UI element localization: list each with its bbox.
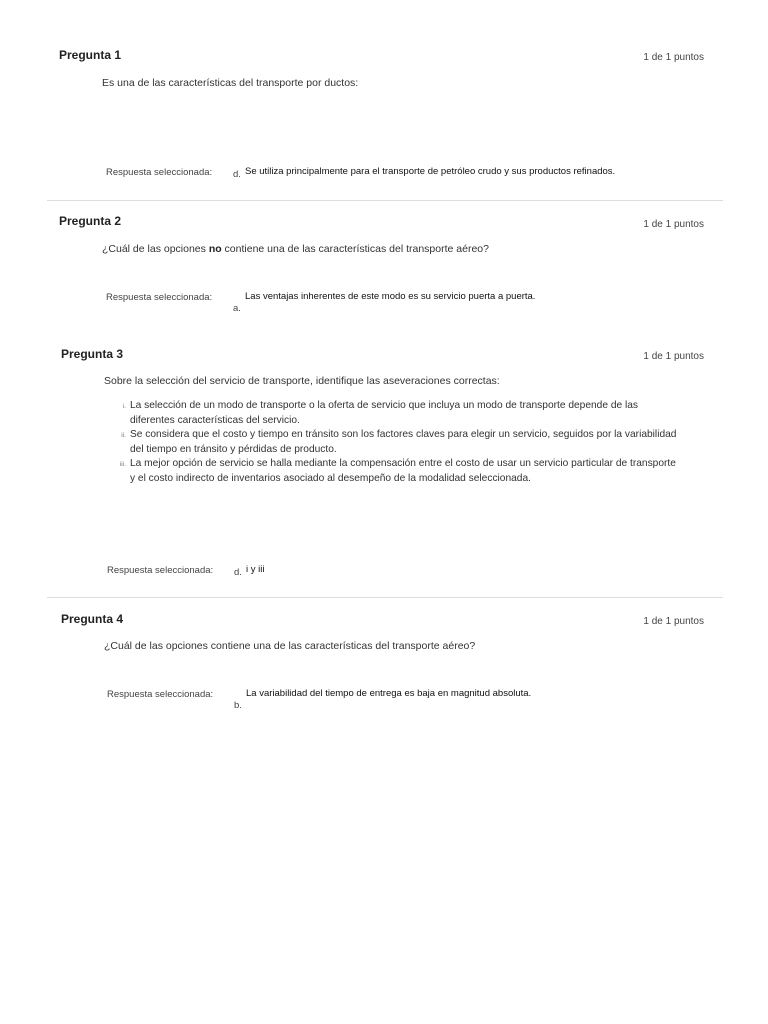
answer-text: Se utiliza principalmente para el transporte de petróleo crudo y sus productos refinados. (245, 166, 616, 177)
statement-item: i. La selección de un modo de transporte o la oferta de servicio que incluya un modo de transporte depende de las diferentes características del servicio. (122, 400, 639, 426)
answer-letter: d. (233, 169, 241, 180)
emphasis-no: no (208, 243, 222, 255)
answer-text: Las ventajas inherentes de este modo es su servicio puerta a puerta. (245, 291, 536, 302)
answer-letter: b. (234, 700, 242, 711)
statement-list (116, 399, 716, 486)
question-text: ¿Cuál de las opciones contiene una de las características del transporte aéreo? (104, 640, 476, 652)
statement-item: iii. La mejor opción de servicio se halla mediante la compensación entre el costo de usar un servicio particular de transporte y el costo indirecto de inventarios asociado al desempeño de la modalidad seleccionada. (119, 458, 676, 484)
question-title: Pregunta 1 (59, 48, 122, 62)
answer-letter: a. (233, 303, 241, 314)
divider (47, 597, 723, 598)
answer-label: Respuesta seleccionada: (107, 689, 214, 700)
question-title: Pregunta 3 (61, 347, 124, 361)
statement-item: ii. Se considera que el costo y tiempo en tránsito son los factores claves para elegir un servicio, seguidos por la variabilidad del tiempo en tránsito y pérdidas de producto. (121, 429, 677, 455)
question-points: 1 de 1 puntos (643, 616, 704, 627)
question-title: Pregunta 2 (59, 214, 122, 228)
answer-label: Respuesta seleccionada: (107, 565, 214, 576)
answer-label: Respuesta seleccionada: (106, 167, 213, 178)
question-points: 1 de 1 puntos (643, 219, 704, 230)
question-points: 1 de 1 puntos (643, 52, 704, 63)
answer-label: Respuesta seleccionada: (106, 292, 213, 303)
question-text: Es una de las características del transporte por ductos: (102, 77, 359, 89)
answer-text: i y iii (246, 564, 265, 575)
divider (47, 200, 723, 201)
answer-text: La variabilidad del tiempo de entrega es baja en magnitud absoluta. (246, 688, 532, 699)
answer-letter: d. (234, 567, 242, 578)
question-text: ¿Cuál de las opciones no contiene una de las características del transporte aéreo? (102, 243, 489, 255)
question-text: Sobre la selección del servicio de transporte, identifique las aseveraciones correctas: (104, 375, 500, 387)
question-title: Pregunta 4 (61, 612, 124, 626)
question-points: 1 de 1 puntos (643, 351, 704, 362)
